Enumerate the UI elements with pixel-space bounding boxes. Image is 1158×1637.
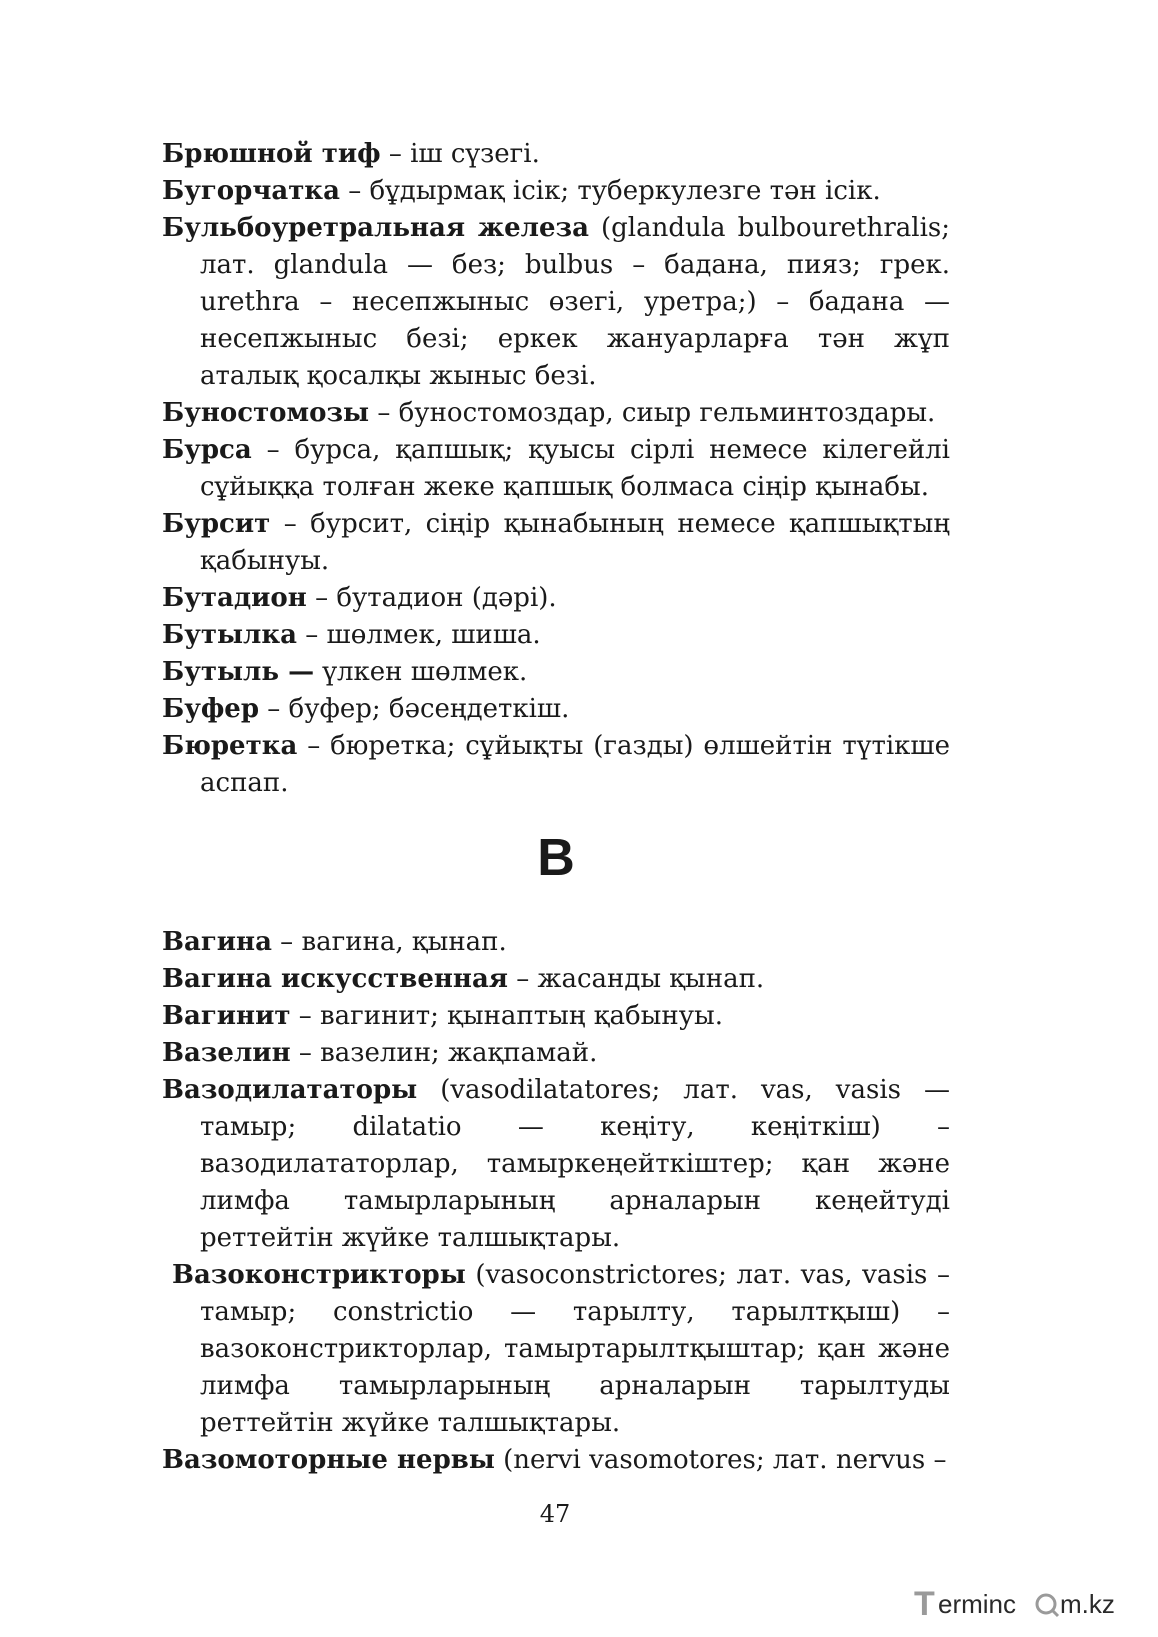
entry-term: Вагина искусственная [162,964,508,994]
entry-term: Вазодилататоры [162,1075,418,1105]
entry-definition: – буфер; бәсеңдеткіш. [259,694,570,724]
page-number: 47 [539,1500,571,1528]
entry-definition: – бурсит, сіңір қынабының немесе қапшықтың қабынуы. [200,509,950,576]
entry-definition: – бюретка; сұйықты (газды) өлшейтін түтікше аспап. [200,731,950,798]
dictionary-entry [162,395,950,432]
entry-term: Вагина [162,927,272,957]
entry-definition: – вагина, қынап. [271,927,507,957]
entry-term: Вазоконстрикторы [172,1260,466,1290]
entry-definition: – шөлмек, шиша. [297,620,541,650]
entry-term: Бутыль — [162,657,315,687]
entry-term: Бурсит [162,509,271,539]
dictionary-entry [162,691,950,728]
entry-definition: – бурса, қапшық; қуысы сірлі немесе кілегейлі сұйыққа толған жеке қапшық болмаса сіңір қынабы. [200,435,950,502]
entry-definition: – бұдырмақ ісік; туберкулезге тән ісік. [339,176,881,206]
dictionary-entry [162,998,950,1035]
entry-definition: – буностомоздар, сиыр гельминтоздары. [369,398,936,428]
dictionary-entry [162,1442,950,1479]
entry-term: Вагинит [162,1001,291,1031]
watermark-text-suffix: m.kz [1060,1589,1115,1619]
entry-definition: (vasoconstrictores; лат. vas, vasis – тамыр; constrictio — тарылту, тарылтқыш) – вазоконстрикторлар, тамыртарылтқыштар; қан және лимфа тамырларының арналарын тарылтуды реттейтін жүйке талшықтары. [200,1260,950,1438]
dictionary-entry [162,654,950,691]
dictionary-page [162,136,950,1479]
entry-definition: (vasodilatatores; лат. vas, vasis — тамыр; dilatatio — кеңіту, кеңіткіш) – вазодилататорлар, тамыркеңейткіштер; қан және лимфа тамырларының арналарын кеңейтуді реттейтін жүйке талшықтары. [200,1075,950,1253]
entry-definition: – вагинит; қынаптың қабынуы. [290,1001,723,1031]
watermark-letter-t: T [914,1585,935,1623]
entry-definition: – іш сүзегі. [380,139,540,169]
entry-term: Бутадион [162,583,307,613]
entry-definition: – жасанды қынап. [508,964,765,994]
dictionary-entry [162,1035,950,1072]
entry-term: Вазомоторные нервы [162,1445,495,1475]
dictionary-entry [162,580,950,617]
termincom-watermark-logo [914,1583,1140,1623]
entries-letter-b [162,136,950,802]
magnifier-handle [1052,1610,1058,1616]
dictionary-entry [162,173,950,210]
dictionary-entry [162,961,950,998]
dictionary-entry [162,210,950,395]
entry-term: Буфер [162,694,260,724]
entry-term: Буностомозы [162,398,370,428]
dictionary-entry [162,924,950,961]
entry-definition: – бутадион (дәрі). [306,583,557,613]
section-letter-heading: В [537,829,575,887]
watermark-text-middle: erminc [938,1589,1017,1619]
entry-term: Бугорчатка [162,176,340,206]
dictionary-entry [162,136,950,173]
dictionary-entry [162,506,950,580]
entry-term: Бурса [162,435,252,465]
dictionary-entry [162,1072,950,1257]
entry-term: Бутылка [162,620,297,650]
entry-definition: (nervi vasomotores; лат. nervus – [494,1445,947,1475]
dictionary-entry [162,617,950,654]
entries-letter-v [162,924,950,1479]
entry-term: Брюшной тиф [162,139,381,169]
entry-definition: үлкен шөлмек. [314,657,528,687]
dictionary-entry [162,728,950,802]
entry-definition: – вазелин; жақпамай. [290,1038,598,1068]
entry-term: Бюретка [162,731,298,761]
entry-definition: (glandula bulbourethralis; лат. glandula — без; bulbus – бадана, пияз; грек. urethra – несепжыныс өзегі, уретра;) – бадана — несепжыныс безі; еркек жануарларға тән жұп аталық қосалқы жыныс безі. [200,213,950,391]
entry-term: Вазелин [162,1038,291,1068]
entry-term: Бульбоуретральная железа [162,213,589,243]
dictionary-entry [162,1257,950,1442]
dictionary-entry [162,432,950,506]
